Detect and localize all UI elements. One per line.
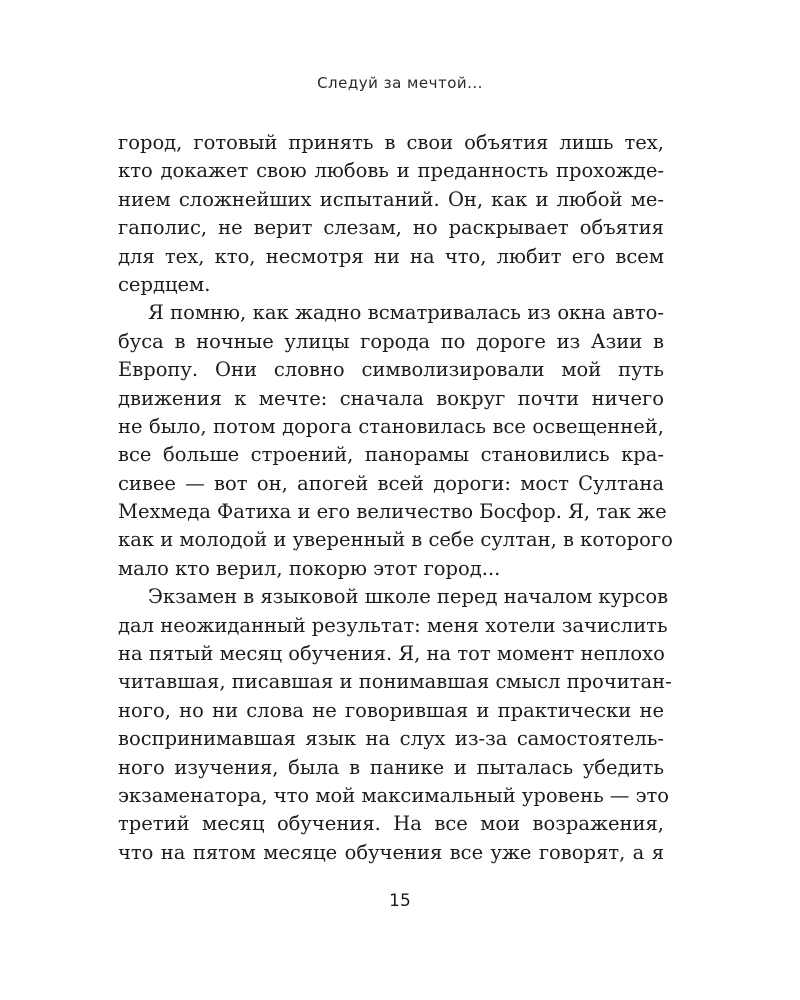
text-line: дал неожиданный результат: меня хотели зачислить bbox=[118, 613, 668, 637]
body-text bbox=[118, 129, 673, 867]
text-line: буса в ночные улицы города по дороге из Азии в bbox=[118, 329, 664, 353]
text-line: сердцем. bbox=[118, 272, 211, 296]
text-line: движения к мечте: сначала вокруг почти ничего bbox=[118, 386, 664, 410]
text-line: Мехмеда Фатиха и его величество Босфор. Я, так же bbox=[118, 500, 667, 524]
text-line: на пятый месяц обучения. Я, на тот момент неплохо bbox=[118, 642, 665, 666]
text-line: не было, потом дорога становилась все освещенней, bbox=[118, 414, 664, 438]
text-line: что на пятом месяце обучения все уже говорят, а я bbox=[118, 840, 664, 864]
text-line: ного, но ни слова не говорившая и практически не bbox=[118, 698, 664, 722]
text-line: ного изучения, была в панике и пыталась убедить bbox=[118, 755, 664, 779]
text-line: воспринимавшая язык на слух из-за самостоятель- bbox=[118, 727, 664, 751]
text-line: читавшая, писавшая и понимавшая смысл прочитан- bbox=[118, 670, 672, 694]
text-line: Я помню, как жадно всматривалась из окна авто- bbox=[148, 301, 664, 325]
text-line: Экзамен в языковой школе перед началом курсов bbox=[148, 585, 669, 609]
page-number: 15 bbox=[389, 891, 411, 911]
text-line: для тех, кто, несмотря ни на что, любит его всем bbox=[118, 244, 664, 268]
text-line: город, готовый принять в свои объятия лишь тех, bbox=[118, 131, 664, 154]
text-line: все больше строений, панорамы становились кра- bbox=[118, 443, 664, 467]
text-line: третий месяц обучения. На все мои возражения, bbox=[118, 812, 664, 836]
text-line: кто докажет свою любовь и преданность прохожде- bbox=[118, 159, 664, 183]
running-header: Следуй за мечтой... bbox=[317, 74, 483, 92]
text-line: сивее — вот он, апогей всей дороги: мост Султана bbox=[118, 471, 664, 495]
text-line: нием сложнейших испытаний. Он, как и любой ме- bbox=[118, 187, 664, 211]
text-line: как и молодой и уверенный в себе султан, в которого bbox=[118, 528, 673, 552]
text-line: гаполис, не верит слезам, но раскрывает объятия bbox=[118, 216, 664, 240]
text-line: экзаменатора, что мой максимальный уровень — это bbox=[118, 783, 670, 807]
text-line: Европу. Они словно символизировали мой путь bbox=[118, 358, 664, 382]
text-line: мало кто верил, покорю этот город... bbox=[118, 556, 501, 580]
